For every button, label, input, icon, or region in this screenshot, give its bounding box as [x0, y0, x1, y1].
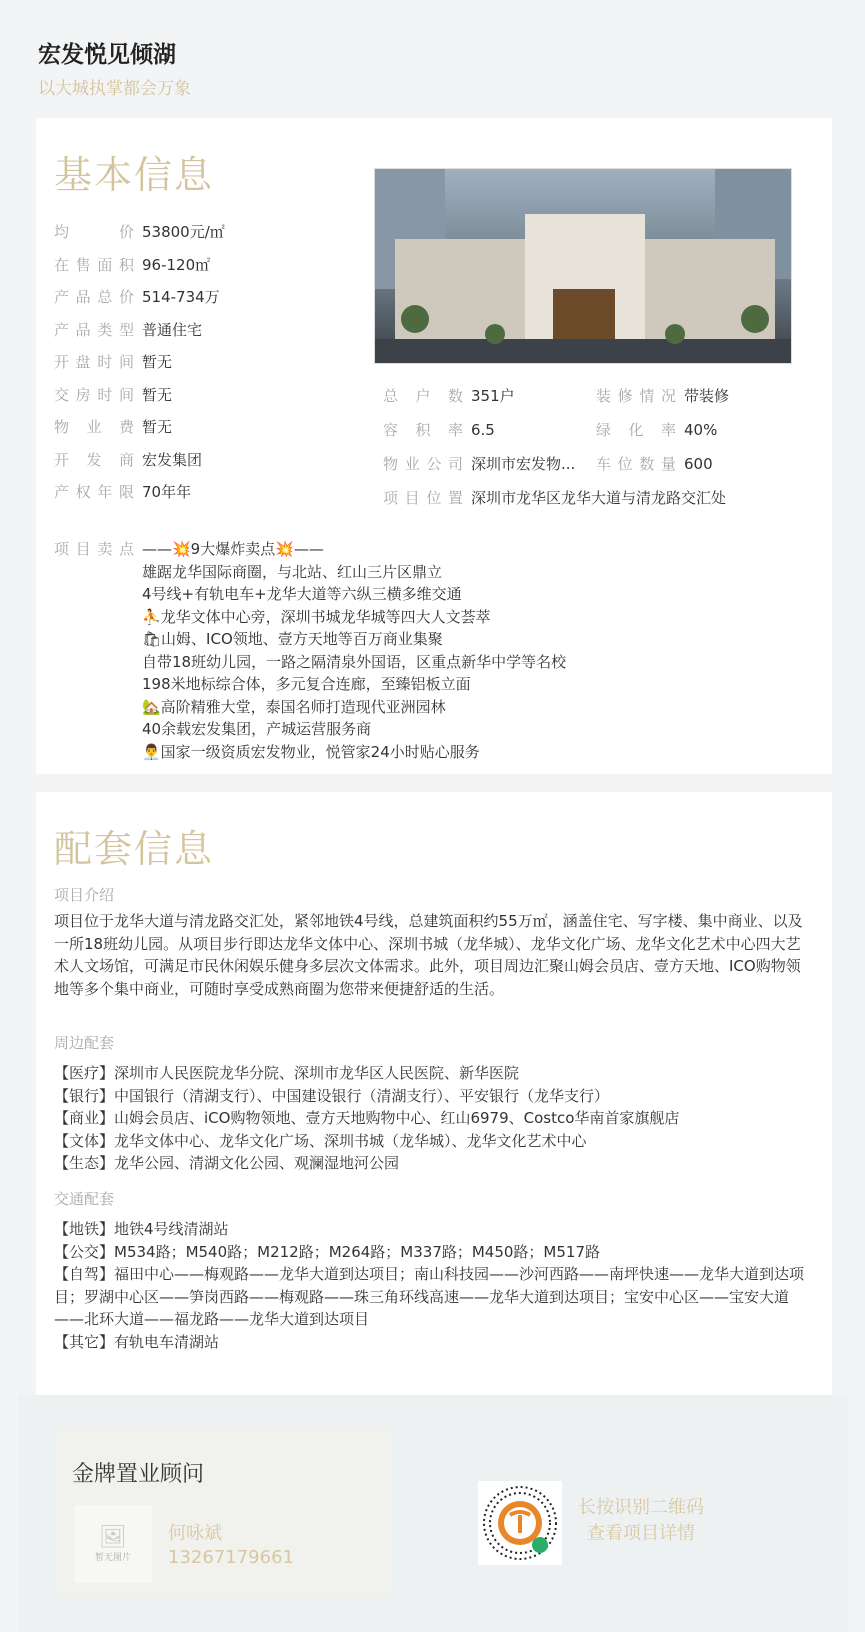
info-row [54, 222, 225, 242]
page-title: 宏发悦见倾湖 [38, 42, 176, 68]
info-value: 普通住宅 [142, 320, 203, 339]
info-row [54, 482, 191, 502]
advisor-phone[interactable]: 13267179661 [168, 1547, 294, 1568]
facilities-card [36, 792, 832, 1395]
advisor-section [18, 1395, 848, 1632]
info-value: 暂无 [142, 418, 173, 436]
info-label: 物业公司 [383, 455, 463, 473]
traffic-item: 【自驾】福田中心——梅观路——龙华大道到达项目；南山科技园——沙河西路——南坪快速——龙华大道到达项目；罗湖中心区——笋岗西路——梅观路——珠三角环线高速——龙华大道到达项目；宝安中心区——宝安大道——北环大道——福龙路——龙华大道到达项目 [54, 1265, 805, 1328]
info-label: 绿化率 [596, 421, 676, 439]
avatar [74, 1505, 152, 1583]
qr-hint [578, 1495, 704, 1547]
page-subtitle: 以大城执掌都会万象 [38, 79, 191, 99]
info-value: 40% [684, 421, 718, 439]
nearby-label: 周边配套 [54, 1034, 115, 1052]
info-label: 车位数量 [596, 455, 676, 473]
basic-info-card [36, 118, 832, 774]
nearby-item: 【商业】山姆会员店、iCO购物领地、壹方天地购物中心、红山6979、Costco华南首家旗舰店 [54, 1109, 680, 1127]
info-label: 开发商 [54, 450, 134, 469]
intro-text: 项目位于龙华大道与清龙路交汇处，紧邻地铁4号线，总建筑面积约55万㎡，涵盖住宅、写字楼、集中商业、以及一所18班幼儿园。从项目步行即达龙华文体中心、深圳书城（龙华城）、龙华文化广场、龙华文化艺术中心四大艺术人文场馆，可满足市民休闲娱乐健身多层次文体需求。此外，项目周边汇聚山姆会员店、壹方天地、ICO购物领地等多个集中商业，可随时享受成熟商圈为您带来便捷舒适的生活。 [54, 912, 803, 998]
selling-point: 🏡高阶精雅大堂，泰国名师打造现代亚洲园林 [142, 697, 446, 716]
selling-point: 40余载宏发集团，产城运营服务商 [142, 720, 372, 738]
info-row [383, 488, 726, 508]
traffic-item: 【其它】有轨电车清湖站 [54, 1332, 220, 1351]
info-label: 开盘时间 [54, 353, 134, 371]
selling-point: 雄踞龙华国际商圈，与北站、红山三片区鼎立 [142, 562, 443, 581]
selling-point: ——💥9大爆炸卖点💥—— [142, 540, 324, 558]
info-label: 产权年限 [54, 483, 134, 501]
traffic-item: 【地铁】地铁4号线清湖站 [54, 1220, 229, 1238]
advisor-title: 金牌置业顾问 [72, 1462, 205, 1487]
nearby-item: 【文体】龙华文体中心、龙华文化广场、深圳书城（龙华城）、龙华文化艺术中心 [54, 1131, 587, 1150]
traffic-item: 【公交】M534路；M540路；M212路；M264路；M337路；M450路；M517路 [54, 1242, 601, 1261]
selling-point: 👨‍💼国家一级资质宏发物业，悦管家24小时贴心服务 [142, 742, 480, 761]
info-value: 351户 [471, 387, 515, 405]
info-value: 宏发集团 [142, 450, 203, 469]
selling-point: 4号线+有轨电车+龙华大道等六纵三横多维交通 [142, 585, 462, 603]
intro-label: 项目介绍 [54, 886, 115, 904]
section-title: 配套信息 [54, 827, 215, 871]
selling-point: ⛹龙华文体中心旁，深圳书城龙华城等四大人文荟萃 [142, 607, 491, 626]
page [18, 10, 848, 1632]
info-label: 均价 [54, 223, 134, 241]
selling-point: 🛍山姆、ICO领地、壹方天地等百万商业集聚 [142, 630, 443, 648]
nearby-item: 【生态】龙华公园、清湖文化公园、观澜湿地河公园 [54, 1154, 400, 1172]
info-row [596, 454, 713, 474]
info-row [54, 417, 172, 437]
info-row [54, 450, 202, 470]
info-value: 带装修 [684, 387, 730, 405]
info-value: 514-734万 [142, 288, 220, 306]
info-row [383, 420, 495, 440]
section-title: 基本信息 [54, 153, 215, 197]
info-label: 总户数 [383, 387, 463, 405]
avatar-placeholder-text: 暂无图片 [94, 1553, 131, 1563]
info-row [383, 386, 515, 406]
selling-points [54, 538, 566, 763]
info-label: 交房时间 [54, 385, 134, 404]
info-row [596, 420, 717, 440]
project-photo[interactable] [374, 168, 792, 364]
info-label: 物业费 [54, 418, 134, 436]
info-label: 容积率 [383, 421, 463, 439]
info-label: 在售面积 [54, 255, 134, 274]
info-value: 96-120㎡ [142, 255, 211, 274]
advisor-card[interactable] [56, 1427, 392, 1597]
info-row [596, 386, 729, 406]
info-row [54, 287, 220, 307]
info-row [54, 255, 210, 275]
info-row [383, 454, 575, 474]
info-value: 深圳市龙华区龙华大道与清龙路交汇处 [471, 489, 727, 507]
qr-code[interactable] [478, 1481, 562, 1565]
info-value: 53800元/㎡ [142, 223, 225, 241]
nearby-item: 【医疗】深圳市人民医院龙华分院、深圳市龙华区人民医院、新华医院 [54, 1064, 520, 1082]
selling-point: 自带18班幼儿园，一路之隔清泉外国语，区重点新华中学等名校 [142, 652, 567, 671]
info-value: 深圳市宏发物... [471, 455, 576, 473]
info-label: 装修情况 [596, 387, 676, 405]
info-value: 暂无 [142, 385, 173, 404]
qr-hint-line1: 长按识别二维码 [578, 1497, 704, 1518]
image-placeholder-icon: 🖼 [99, 1525, 127, 1550]
info-value: 暂无 [142, 353, 173, 371]
info-label: 产品总价 [54, 288, 134, 306]
qr-hint-line2: 查看项目详情 [587, 1523, 695, 1544]
info-value: 600 [684, 455, 713, 473]
advisor-name: 何咏斌 [168, 1523, 222, 1544]
info-label: 产品类型 [54, 320, 134, 339]
selling-label: 项目卖点 [54, 540, 134, 558]
info-label: 项目位置 [383, 489, 463, 507]
info-row [54, 385, 172, 405]
info-value: 70年年 [142, 483, 192, 501]
nearby-item: 【银行】中国银行（清湖支行）、中国建设银行（清湖支行）、平安银行（龙华支行） [54, 1086, 610, 1105]
traffic-label: 交通配套 [54, 1190, 115, 1208]
selling-point: 198米地标综合体，多元复合连廊，至臻铝板立面 [142, 675, 471, 693]
info-row [54, 352, 172, 372]
info-row [54, 320, 202, 340]
info-value: 6.5 [471, 421, 495, 439]
